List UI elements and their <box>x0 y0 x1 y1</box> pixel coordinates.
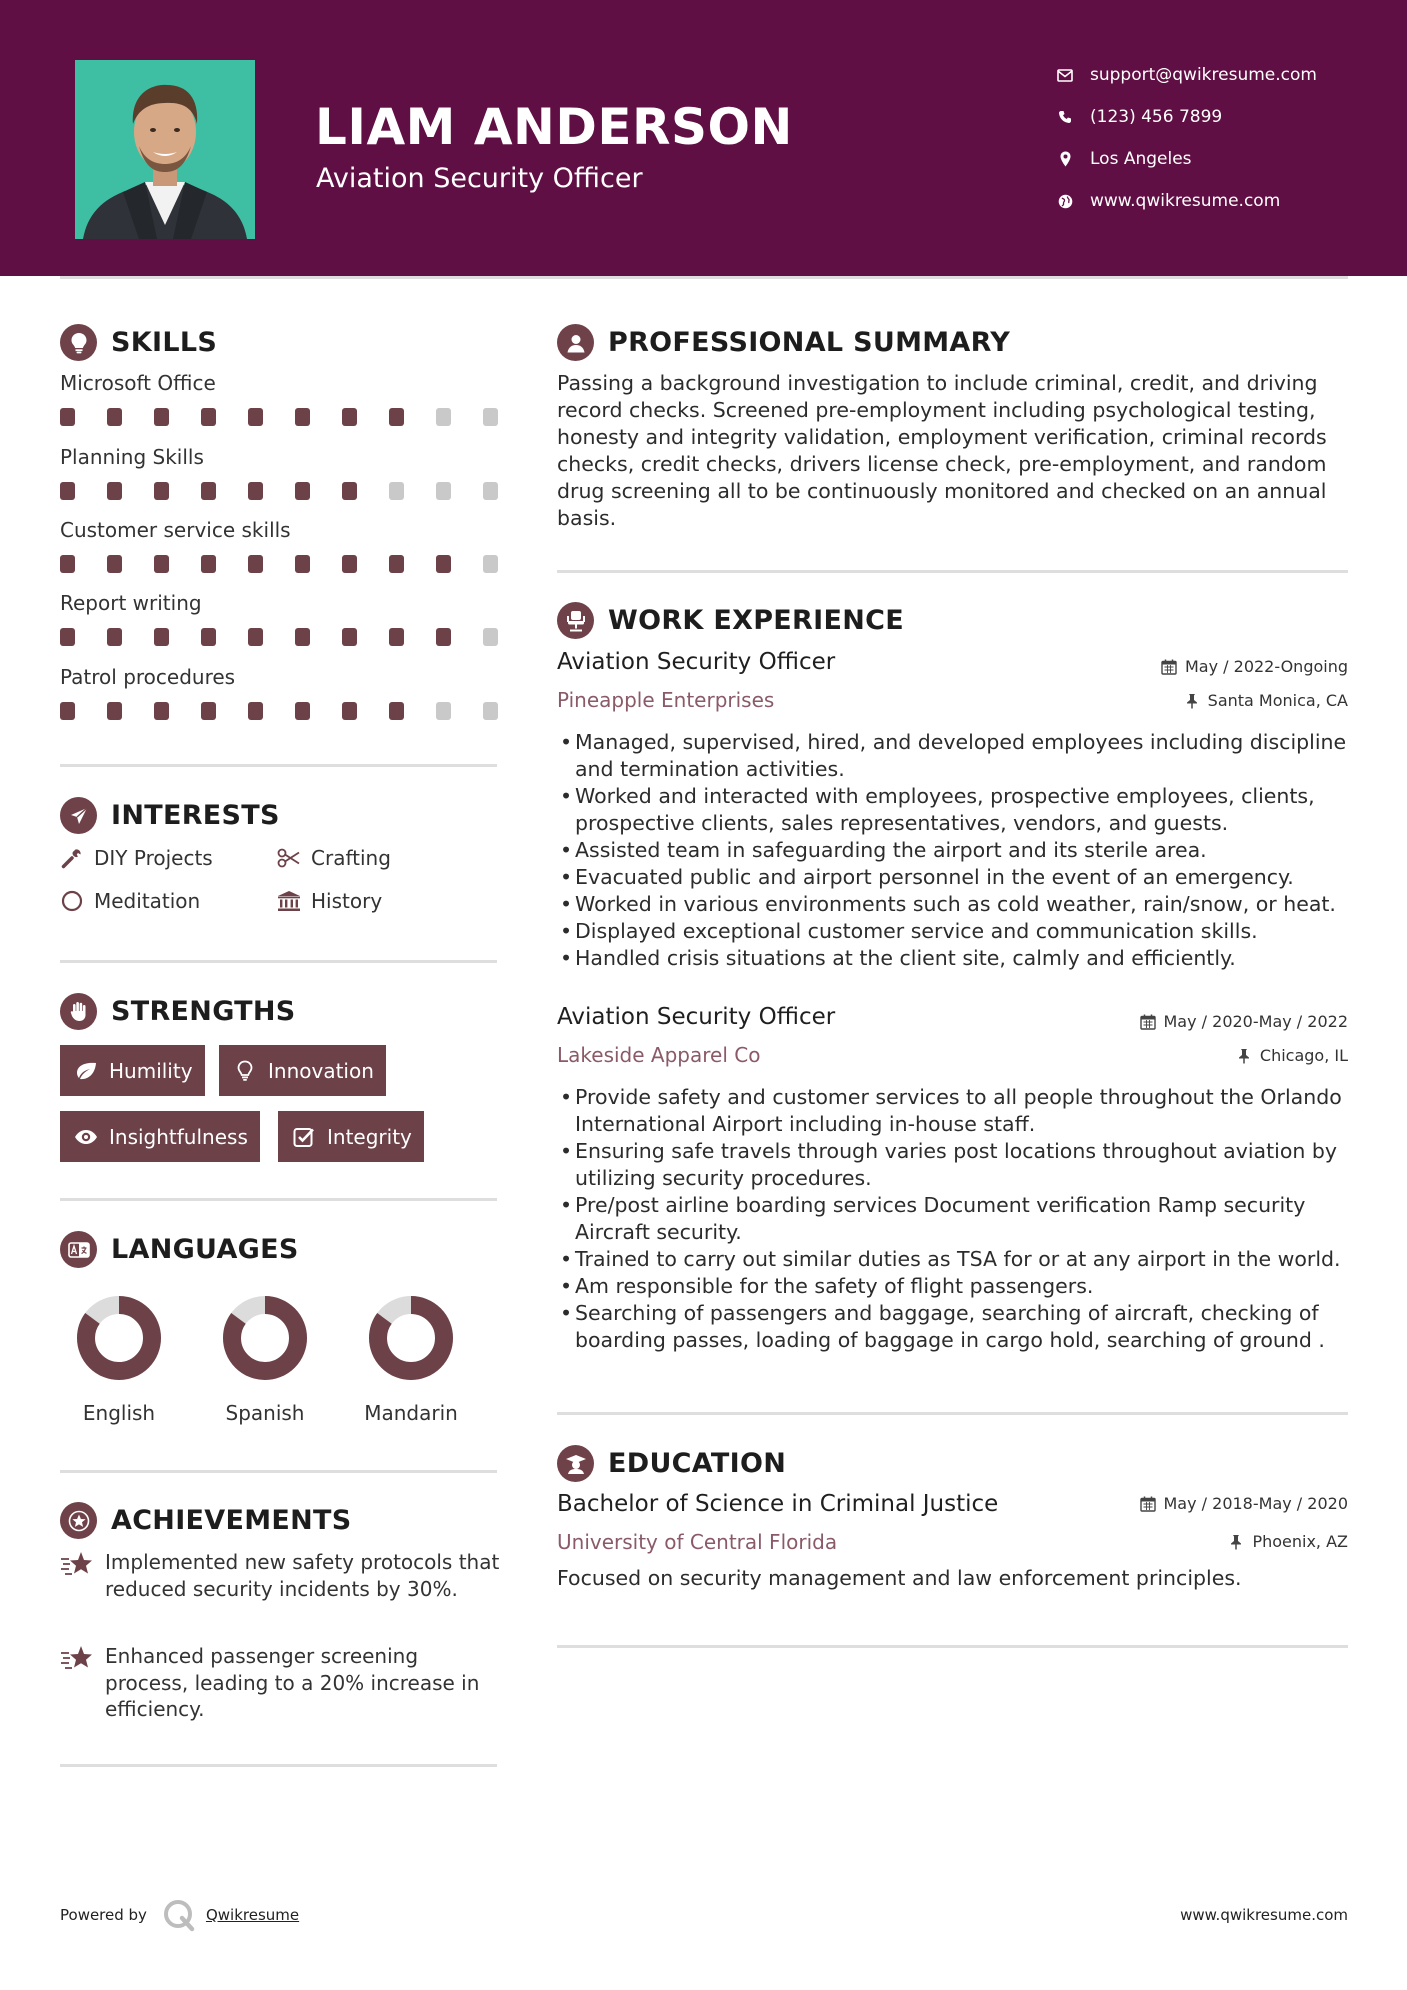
rating-dot-filled <box>60 702 75 720</box>
achievement-text: Implemented new safety protocols that reduced security incidents by 30%. <box>105 1550 500 1601</box>
skill-rating <box>60 482 497 500</box>
check-square-icon <box>290 1125 318 1149</box>
job-location-text: Chicago, IL <box>1259 1046 1348 1065</box>
resume-header <box>0 0 1407 276</box>
skills-title: SKILLS <box>111 327 218 358</box>
strength-tag <box>278 1111 424 1162</box>
education-date-text: May / 2018-May / 2020 <box>1163 1494 1348 1513</box>
rating-dot-empty <box>389 482 404 500</box>
footer-website[interactable]: www.qwikresume.com <box>1180 1906 1348 1924</box>
strength-label: Humility <box>109 1058 193 1083</box>
rating-dot-filled <box>248 702 263 720</box>
paper-plane-icon <box>60 797 97 834</box>
job-date <box>1160 657 1348 676</box>
summary-heading <box>557 324 1010 361</box>
user-icon <box>557 324 594 361</box>
strength-tag <box>219 1045 386 1096</box>
responsibility-item: • Ensuring safe travels through varies post locations throughout aviation by utilizing security procedures. <box>557 1138 1357 1192</box>
section-divider <box>557 570 1348 573</box>
rating-dot-filled <box>295 408 310 426</box>
office-chair-icon <box>557 602 594 639</box>
strength-label: Insightfulness <box>109 1124 248 1149</box>
job-location-text: Santa Monica, CA <box>1207 691 1348 710</box>
contact-email[interactable] <box>1055 54 1385 96</box>
strength-label: Integrity <box>327 1124 412 1149</box>
language-name: Mandarin <box>364 1401 458 1425</box>
interest-label: Meditation <box>94 889 201 913</box>
responsibility-item: • Worked in various environments such as cold weather, rain/snow, or heat. <box>557 891 1357 918</box>
strength-tag <box>60 1111 260 1162</box>
language-item <box>351 1293 471 1425</box>
job-date <box>1139 1012 1349 1031</box>
responsibility-item: • Searching of passengers and baggage, searching of aircraft, checking of boarding passes, loading of baggage in cargo hold, searching of ground . <box>557 1300 1357 1354</box>
rating-dot-filled <box>248 482 263 500</box>
responsibility-item: • Handled crisis situations at the client site, calmly and efficiently. <box>557 945 1357 972</box>
skill-rating <box>60 628 497 646</box>
rating-dot-empty <box>483 408 498 426</box>
candidate-title: Aviation Security Officer <box>316 163 643 194</box>
interest-item <box>60 846 213 870</box>
rating-dot-filled <box>342 555 357 573</box>
responsibility-item: • Worked and interacted with employees, prospective employees, clients, prospective clients, sales representatives, vendors, and guests. <box>557 783 1357 837</box>
skill-name: Customer service skills <box>60 518 291 542</box>
skill-rating <box>60 702 497 720</box>
responsibility-item: • Am responsible for the safety of flight passengers. <box>557 1273 1357 1300</box>
candidate-name: LIAM ANDERSON <box>315 98 793 156</box>
interest-label: History <box>311 889 383 913</box>
achievement-text: Enhanced passenger screening process, leading to a 20% increase in efficiency. <box>105 1644 480 1721</box>
rating-dot-filled <box>60 408 75 426</box>
contact-location-text: Los Angeles <box>1090 149 1192 169</box>
responsibility-item: • Trained to carry out similar duties as TSA for or at any airport in the world. <box>557 1246 1357 1273</box>
rating-dot-empty <box>483 628 498 646</box>
job-responsibilities <box>557 729 1357 972</box>
language-icon <box>60 1231 97 1268</box>
strengths-heading <box>60 993 296 1030</box>
education-heading <box>557 1445 786 1482</box>
degree-title: Bachelor of Science in Criminal Justice <box>557 1491 999 1517</box>
leaf-icon <box>72 1059 100 1083</box>
achievement-item <box>60 1643 500 1723</box>
rating-dot-empty <box>436 408 451 426</box>
rating-dot-filled <box>107 555 122 573</box>
wrench-icon <box>60 846 84 870</box>
shooting-star-icon <box>60 1643 94 1673</box>
graduate-icon <box>557 1445 594 1482</box>
strength-tag <box>60 1045 205 1096</box>
language-name: Spanish <box>225 1401 305 1425</box>
language-name: English <box>82 1401 156 1425</box>
rating-dot-filled <box>295 702 310 720</box>
rating-dot-filled <box>107 702 122 720</box>
rating-dot-filled <box>107 482 122 500</box>
contact-email-text: support@qwikresume.com <box>1090 65 1317 85</box>
rating-dot-empty <box>483 555 498 573</box>
responsibility-item: • Pre/post airline boarding services Document verification Ramp security Aircraft security. <box>557 1192 1357 1246</box>
job-date-text: May / 2020-May / 2022 <box>1163 1012 1348 1031</box>
rating-dot-filled <box>201 702 216 720</box>
school-name: University of Central Florida <box>557 1530 838 1554</box>
eye-icon <box>72 1125 100 1149</box>
job-responsibilities <box>557 1084 1357 1354</box>
globe-icon <box>1055 191 1075 211</box>
education-title: EDUCATION <box>608 1448 787 1479</box>
company-name: Lakeside Apparel Co <box>557 1043 761 1067</box>
contact-location <box>1055 138 1385 180</box>
rating-dot-filled <box>436 555 451 573</box>
star-badge-icon <box>60 1502 97 1539</box>
calendar-icon <box>1160 658 1178 676</box>
job-title: Aviation Security Officer <box>557 649 836 675</box>
rating-dot-filled <box>342 628 357 646</box>
rating-dot-filled <box>295 628 310 646</box>
interests-heading <box>60 797 280 834</box>
rating-dot-filled <box>342 482 357 500</box>
shooting-star-icon <box>60 1549 94 1579</box>
experience-title: WORK EXPERIENCE <box>608 605 904 636</box>
rating-dot-filled <box>201 408 216 426</box>
pushpin-icon <box>1183 692 1201 710</box>
header-divider <box>60 276 1348 279</box>
education-location-text: Phoenix, AZ <box>1252 1532 1348 1551</box>
section-divider <box>557 1412 1348 1415</box>
rating-dot-filled <box>154 408 169 426</box>
rating-dot-filled <box>342 702 357 720</box>
rating-dot-filled <box>389 628 404 646</box>
section-divider <box>60 960 497 963</box>
company-name: Pineapple Enterprises <box>557 688 775 712</box>
job-location <box>1183 691 1348 710</box>
rating-dot-filled <box>60 555 75 573</box>
rating-dot-filled <box>201 555 216 573</box>
scissors-icon <box>277 846 301 870</box>
section-divider <box>60 1470 497 1473</box>
responsibility-item: • Evacuated public and airport personnel in the event of an emergency. <box>557 864 1357 891</box>
rating-dot-filled <box>201 628 216 646</box>
footer-powered-by <box>60 1898 299 1932</box>
language-proficiency-ring <box>366 1293 456 1383</box>
qwikresume-link[interactable]: Qwikresume <box>205 1906 300 1924</box>
education-date <box>1139 1494 1349 1513</box>
calendar-icon <box>1139 1495 1157 1513</box>
section-divider <box>60 764 497 767</box>
powered-by-label: Powered by <box>60 1906 147 1924</box>
rating-dot-filled <box>342 408 357 426</box>
skill-name: Report writing <box>60 591 202 615</box>
pushpin-icon <box>1227 1533 1245 1551</box>
contact-phone[interactable] <box>1055 96 1385 138</box>
language-item <box>205 1293 325 1425</box>
achievements-heading <box>60 1502 352 1539</box>
experience-heading <box>557 602 904 639</box>
interest-item <box>277 889 382 913</box>
phone-icon <box>1055 107 1075 127</box>
section-divider <box>557 1645 1348 1648</box>
job-date-text: May / 2022-Ongoing <box>1185 657 1348 676</box>
circle-icon <box>60 889 84 913</box>
education-description: Focused on security management and law enforcement principles. <box>557 1566 1242 1590</box>
rating-dot-filled <box>295 482 310 500</box>
responsibility-item: • Assisted team in safeguarding the airport and its sterile area. <box>557 837 1357 864</box>
section-divider <box>60 1764 497 1767</box>
rating-dot-empty <box>483 482 498 500</box>
rating-dot-filled <box>389 702 404 720</box>
responsibility-item: • Managed, supervised, hired, and developed employees including discipline and termination activities. <box>557 729 1357 783</box>
contact-website[interactable] <box>1055 180 1385 222</box>
interests-title: INTERESTS <box>111 800 280 831</box>
section-divider <box>60 1198 497 1201</box>
interest-label: Crafting <box>311 846 391 870</box>
qwikresume-logo-icon <box>162 1898 196 1932</box>
envelope-icon <box>1055 65 1075 85</box>
rating-dot-filled <box>248 628 263 646</box>
strengths-title: STRENGTHS <box>111 996 296 1027</box>
rating-dot-filled <box>295 555 310 573</box>
skill-name: Microsoft Office <box>60 371 216 395</box>
hand-icon <box>60 993 97 1030</box>
interest-item <box>277 846 391 870</box>
rating-dot-filled <box>154 555 169 573</box>
rating-dot-filled <box>201 482 216 500</box>
rating-dot-filled <box>154 628 169 646</box>
interest-item <box>60 889 200 913</box>
rating-dot-empty <box>483 702 498 720</box>
rating-dot-filled <box>389 555 404 573</box>
pushpin-icon <box>1235 1047 1253 1065</box>
skill-name: Patrol procedures <box>60 665 236 689</box>
contact-list <box>1055 54 1385 222</box>
job-title: Aviation Security Officer <box>557 1004 836 1030</box>
language-proficiency-ring <box>220 1293 310 1383</box>
lightbulb-icon <box>231 1059 259 1083</box>
skill-rating <box>60 555 497 573</box>
rating-dot-filled <box>389 408 404 426</box>
languages-title: LANGUAGES <box>111 1234 299 1265</box>
language-item <box>59 1293 179 1425</box>
rating-dot-filled <box>248 408 263 426</box>
skill-rating <box>60 408 497 426</box>
rating-dot-filled <box>154 482 169 500</box>
rating-dot-filled <box>107 628 122 646</box>
rating-dot-filled <box>248 555 263 573</box>
achievements-title: ACHIEVEMENTS <box>111 1505 352 1536</box>
interest-label: DIY Projects <box>94 846 213 870</box>
language-proficiency-ring <box>74 1293 164 1383</box>
strength-label: Innovation <box>268 1058 374 1083</box>
rating-dot-filled <box>60 628 75 646</box>
summary-text: Passing a background investigation to include criminal, credit, and driving record checks. Screened pre-employment including psychological testing, honesty and integrity validation, employment verification, criminal records checks, credit checks, drivers license check, pre-employment, and random drug screening all to be continuously monitored and checked on an annual basis. <box>557 371 1327 530</box>
profile-photo <box>75 60 255 239</box>
responsibility-item: • Provide safety and customer services to all people throughout the Orlando International Airport including in-house staff. <box>557 1084 1357 1138</box>
rating-dot-filled <box>107 408 122 426</box>
contact-phone-text: (123) 456 7899 <box>1090 107 1223 127</box>
summary-title: PROFESSIONAL SUMMARY <box>608 327 1011 358</box>
contact-website-text: www.qwikresume.com <box>1090 191 1281 211</box>
museum-icon <box>277 889 301 913</box>
job-location <box>1235 1046 1348 1065</box>
education-location <box>1227 1532 1348 1551</box>
languages-heading <box>60 1231 299 1268</box>
skill-name: Planning Skills <box>60 445 204 469</box>
rating-dot-empty <box>436 702 451 720</box>
lightbulb-icon <box>60 324 97 361</box>
rating-dot-filled <box>436 628 451 646</box>
rating-dot-empty <box>436 482 451 500</box>
calendar-icon <box>1139 1013 1157 1031</box>
skills-heading <box>60 324 217 361</box>
map-pin-icon <box>1055 149 1075 169</box>
responsibility-item: • Displayed exceptional customer service and communication skills. <box>557 918 1357 945</box>
rating-dot-filled <box>60 482 75 500</box>
rating-dot-filled <box>154 702 169 720</box>
achievement-item <box>60 1549 500 1602</box>
